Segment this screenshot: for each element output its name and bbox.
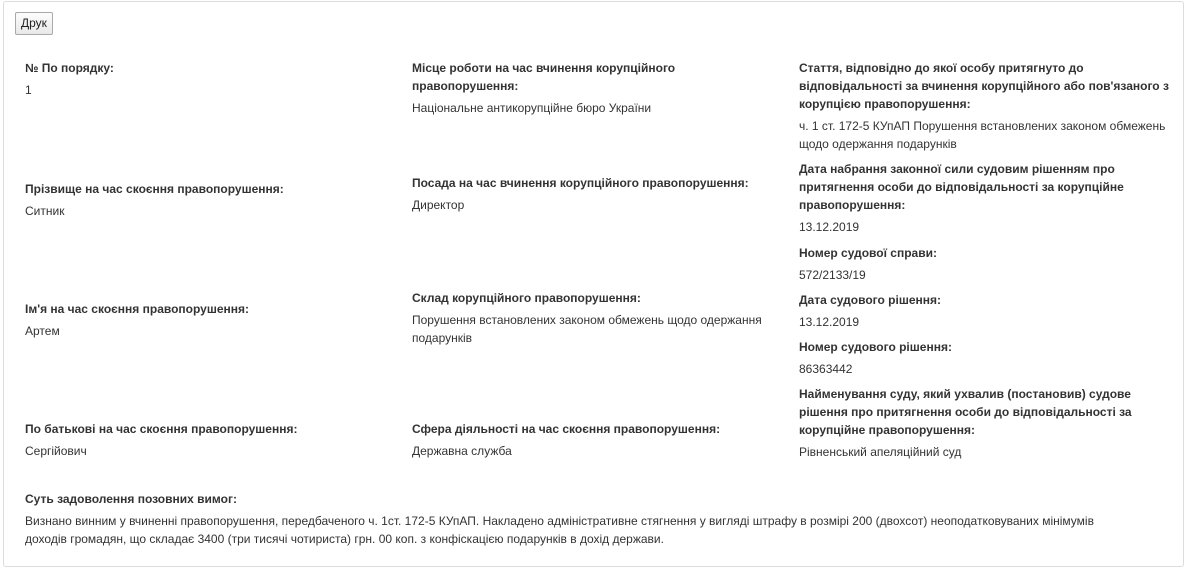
activity-sphere-value: Державна служба <box>412 444 512 458</box>
surname-value: Ситник <box>25 204 65 218</box>
workplace-value: Національне антикорупційне бюро України <box>412 101 652 115</box>
field-surname <box>25 180 385 220</box>
court-name-value: Рівненський апеляційний суд <box>799 445 962 459</box>
print-button[interactable]: Друк <box>15 12 53 35</box>
field-activity-sphere <box>412 420 772 460</box>
record-panel <box>3 1 1184 567</box>
patronymic-value: Сергійович <box>25 444 87 458</box>
order-no-value: 1 <box>25 83 32 97</box>
field-decision-date <box>799 291 1169 331</box>
field-claim-summary <box>25 490 1125 548</box>
workplace-label: Місце роботи на час вчинення корупційного правопорушення: <box>412 61 676 93</box>
field-offense-composition <box>412 289 772 347</box>
field-decision-number <box>799 338 1169 378</box>
field-effective-date <box>799 160 1169 236</box>
position-value: Директор <box>412 198 465 212</box>
effective-date-label: Дата набрання законної сили судовим рішенням про притягнення особи до відповідальності за корупційне правопорушення: <box>799 162 1124 212</box>
order-no-label: № По порядку: <box>25 61 114 75</box>
case-number-value: 572/2133/19 <box>799 268 866 282</box>
decision-number-label: Номер судового рішення: <box>799 340 952 354</box>
field-position <box>412 174 772 214</box>
court-name-label: Найменування суду, який ухвалив (постановив) судове рішення про притягнення особи до відповідальності за корупційне правопорушення: <box>799 387 1132 437</box>
patronymic-label: По батькові на час скоєння правопорушення: <box>25 422 298 436</box>
position-label: Посада на час вчинення корупційного правопорушення: <box>412 176 749 190</box>
field-article <box>799 59 1169 153</box>
decision-date-value: 13.12.2019 <box>799 315 860 329</box>
field-case-number <box>799 244 1169 284</box>
decision-date-label: Дата судового рішення: <box>799 293 941 307</box>
claim-summary-value: Визнано винним у вчиненні правопорушення, передбаченого ч. 1ст. 172-5 КУпАП. Накладено адміністративне стягнення у вигляді штрафу в розмірі 200 (двохсот) неоподатковуваних мінімумів доходів громадян, що складає 3400 (три тисячі чотириста) грн. 00 коп. з конфіскацією подарунків в дохід держави. <box>25 514 1094 546</box>
field-patronymic <box>25 420 385 460</box>
activity-sphere-label: Сфера діяльності на час скоєння правопорушення: <box>412 422 721 436</box>
field-workplace <box>412 59 772 117</box>
claim-summary-label: Суть задоволення позовних вимог: <box>25 492 237 506</box>
article-value: ч. 1 ст. 172-5 КУпАП Порушення встановлених законом обмежень щодо одержання подарунків <box>799 119 1166 151</box>
offense-composition-label: Склад корупційного правопорушення: <box>412 291 641 305</box>
first-name-label: Ім'я на час скоєння правопорушення: <box>25 302 250 316</box>
decision-number-value: 86363442 <box>799 362 853 376</box>
field-first-name <box>25 300 385 340</box>
offense-composition-value: Порушення встановлених законом обмежень щодо одержання подарунків <box>412 313 762 345</box>
effective-date-value: 13.12.2019 <box>799 220 860 234</box>
article-label: Стаття, відповідно до якої особу притягнуто до відповідальності за вчинення корупційного або пов'язаного з корупцією правопорушення: <box>799 61 1169 111</box>
field-court-name <box>799 385 1169 461</box>
case-number-label: Номер судової справи: <box>799 246 937 260</box>
first-name-value: Артем <box>25 324 60 338</box>
surname-label: Прізвище на час скоєння правопорушення: <box>25 182 284 196</box>
field-order-no <box>25 59 385 99</box>
